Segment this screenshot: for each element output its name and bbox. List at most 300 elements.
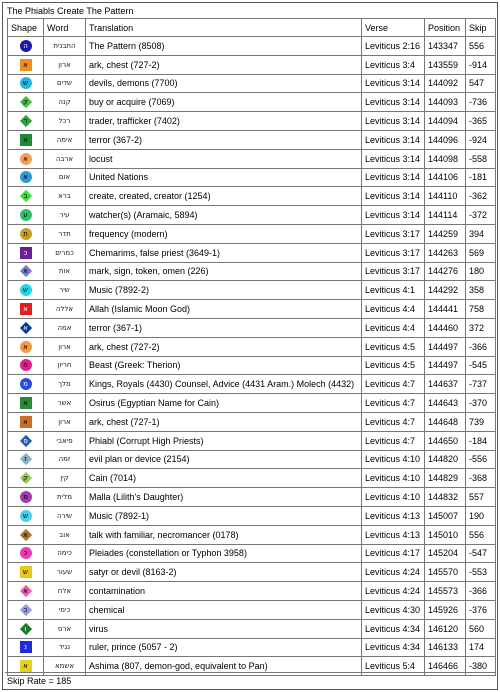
position-cell: 145926 xyxy=(425,600,466,619)
column-header-shape: Shape xyxy=(8,19,44,37)
position-cell: 144820 xyxy=(425,450,466,469)
shape-cell xyxy=(8,337,44,356)
circle-marker-icon xyxy=(20,171,32,183)
results-table xyxy=(7,18,496,676)
translation-cell: trader, trafficker (7402) xyxy=(86,112,362,131)
skip-cell: -553 xyxy=(466,563,496,582)
shape-cell xyxy=(8,300,44,319)
diamond-marker-icon xyxy=(20,96,32,108)
verse-cell: Leviticus 4:7 xyxy=(362,431,425,450)
report-title: The Phiabls Create The Pattern xyxy=(7,6,134,16)
marker-letter: ז xyxy=(24,455,27,464)
translation-cell: devils, demons (7700) xyxy=(86,74,362,93)
marker-letter: מ xyxy=(23,380,28,389)
verse-cell: Leviticus 3:4 xyxy=(362,55,425,74)
shape-cell xyxy=(8,55,44,74)
table-row xyxy=(8,356,496,375)
position-cell: 144096 xyxy=(425,130,466,149)
word-cell: אשמא xyxy=(44,657,86,676)
verse-cell: Leviticus 3:17 xyxy=(362,224,425,243)
marker-letter: ה xyxy=(23,41,28,50)
table-row xyxy=(8,243,496,262)
position-cell: 146133 xyxy=(425,638,466,657)
translation-cell: Kings, Royals (4430) Counsel, Advice (4431 Aram.) Molech (4432) xyxy=(86,375,362,394)
shape-cell xyxy=(8,469,44,488)
skip-cell: -368 xyxy=(466,469,496,488)
marker-letter: ב xyxy=(23,192,28,201)
shape-cell xyxy=(8,488,44,507)
shape-cell xyxy=(8,356,44,375)
skip-cell: -556 xyxy=(466,450,496,469)
marker-letter: ש xyxy=(23,511,28,520)
report-frame xyxy=(2,2,498,690)
marker-letter: ש xyxy=(23,286,28,295)
shape-cell xyxy=(8,243,44,262)
verse-cell: Leviticus 4:10 xyxy=(362,450,425,469)
skip-cell: 547 xyxy=(466,74,496,93)
verse-cell: Leviticus 4:4 xyxy=(362,300,425,319)
marker-letter: כ xyxy=(23,248,28,257)
shape-cell xyxy=(8,206,44,225)
skip-cell: -376 xyxy=(466,600,496,619)
circle-marker-icon xyxy=(20,547,32,559)
skip-cell: -365 xyxy=(466,112,496,131)
position-cell: 144098 xyxy=(425,149,466,168)
skip-cell: 190 xyxy=(466,506,496,525)
marker-letter: ר xyxy=(23,117,28,126)
table-row xyxy=(8,600,496,619)
word-cell: זמה xyxy=(44,450,86,469)
position-cell: 144292 xyxy=(425,281,466,300)
marker-letter: ע xyxy=(23,211,28,220)
position-cell: 144441 xyxy=(425,300,466,319)
word-cell: ארון xyxy=(44,337,86,356)
translation-cell: watcher(s) (Aramaic, 5894) xyxy=(86,206,362,225)
column-header-skip: Skip xyxy=(466,19,496,37)
marker-letter: א xyxy=(23,323,28,332)
translation-cell: Music (7892-2) xyxy=(86,281,362,300)
table-row xyxy=(8,619,496,638)
table-row xyxy=(8,488,496,507)
shape-cell xyxy=(8,450,44,469)
column-header-word: Word xyxy=(44,19,86,37)
square-marker-icon xyxy=(20,416,32,428)
word-cell: שירה xyxy=(44,506,86,525)
shape-cell xyxy=(8,394,44,413)
verse-cell: Leviticus 3:17 xyxy=(362,243,425,262)
verse-cell: Leviticus 4:24 xyxy=(362,582,425,601)
shape-cell xyxy=(8,582,44,601)
marker-letter: א xyxy=(23,417,28,426)
verse-cell: Leviticus 3:14 xyxy=(362,93,425,112)
circle-marker-icon xyxy=(20,153,32,165)
shape-cell xyxy=(8,224,44,243)
word-cell: ארון xyxy=(44,412,86,431)
table-row xyxy=(8,544,496,563)
verse-cell: Leviticus 4:10 xyxy=(362,469,425,488)
position-cell: 143347 xyxy=(425,37,466,56)
position-cell: 144106 xyxy=(425,168,466,187)
verse-cell: Leviticus 4:10 xyxy=(362,488,425,507)
diamond-marker-icon xyxy=(20,322,32,334)
word-cell: כימי xyxy=(44,600,86,619)
word-cell: שיר xyxy=(44,281,86,300)
verse-cell: Leviticus 4:7 xyxy=(362,375,425,394)
table-row xyxy=(8,582,496,601)
verse-cell: Leviticus 4:13 xyxy=(362,525,425,544)
square-marker-icon xyxy=(20,397,32,409)
word-cell: רכל xyxy=(44,112,86,131)
verse-cell: Leviticus 4:34 xyxy=(362,619,425,638)
marker-letter: כ xyxy=(23,549,28,558)
diamond-marker-icon xyxy=(20,585,32,597)
circle-marker-icon xyxy=(20,228,32,240)
position-cell: 144263 xyxy=(425,243,466,262)
word-cell: תדר xyxy=(44,224,86,243)
skip-cell: -547 xyxy=(466,544,496,563)
table-row xyxy=(8,37,496,56)
verse-cell: Leviticus 3:14 xyxy=(362,149,425,168)
word-cell: כימה xyxy=(44,544,86,563)
marker-letter: א xyxy=(23,135,28,144)
circle-marker-icon xyxy=(20,510,32,522)
word-cell: אשר xyxy=(44,394,86,413)
position-cell: 144650 xyxy=(425,431,466,450)
verse-cell: Leviticus 4:1 xyxy=(362,281,425,300)
position-cell: 144648 xyxy=(425,412,466,431)
word-cell: שעור xyxy=(44,563,86,582)
verse-cell: Leviticus 3:14 xyxy=(362,130,425,149)
circle-marker-icon xyxy=(20,341,32,353)
translation-cell: terror (367-1) xyxy=(86,318,362,337)
translation-cell: ark, chest (727-2) xyxy=(86,55,362,74)
skip-cell: 556 xyxy=(466,37,496,56)
translation-cell: locust xyxy=(86,149,362,168)
verse-cell: Leviticus 3:14 xyxy=(362,74,425,93)
table-row xyxy=(8,168,496,187)
skip-cell: 557 xyxy=(466,488,496,507)
position-cell: 145570 xyxy=(425,563,466,582)
translation-cell: Chemarims, false priest (3649-1) xyxy=(86,243,362,262)
shape-cell xyxy=(8,281,44,300)
translation-cell: Allah (Islamic Moon God) xyxy=(86,300,362,319)
position-cell: 144832 xyxy=(425,488,466,507)
diamond-marker-icon xyxy=(20,472,32,484)
table-row xyxy=(8,149,496,168)
table-row xyxy=(8,300,496,319)
position-cell: 144114 xyxy=(425,206,466,225)
skip-cell: 556 xyxy=(466,525,496,544)
position-cell: 143559 xyxy=(425,55,466,74)
word-cell: כמרים xyxy=(44,243,86,262)
verse-cell: Leviticus 5:4 xyxy=(362,657,425,676)
skip-cell: 560 xyxy=(466,619,496,638)
shape-cell xyxy=(8,93,44,112)
marker-letter: ש xyxy=(23,79,28,88)
verse-cell: Leviticus 3:14 xyxy=(362,206,425,225)
position-cell: 144829 xyxy=(425,469,466,488)
marker-letter: כ xyxy=(23,605,28,614)
translation-cell: evil plan or device (2154) xyxy=(86,450,362,469)
circle-marker-icon xyxy=(20,491,32,503)
translation-cell: buy or acquire (7069) xyxy=(86,93,362,112)
skip-cell: -924 xyxy=(466,130,496,149)
word-cell: נגיד xyxy=(44,638,86,657)
word-cell: פיאבי xyxy=(44,431,86,450)
verse-cell: Leviticus 3:14 xyxy=(362,187,425,206)
skip-cell: -184 xyxy=(466,431,496,450)
position-cell: 144259 xyxy=(425,224,466,243)
word-cell: אימה xyxy=(44,130,86,149)
translation-cell: Music (7892-1) xyxy=(86,506,362,525)
verse-cell: Leviticus 4:17 xyxy=(362,544,425,563)
diamond-marker-icon xyxy=(20,190,32,202)
skip-cell: 569 xyxy=(466,243,496,262)
table-row xyxy=(8,93,496,112)
skip-cell: -370 xyxy=(466,394,496,413)
verse-cell: Leviticus 4:4 xyxy=(362,318,425,337)
translation-cell: ark, chest (727-2) xyxy=(86,337,362,356)
table-row xyxy=(8,412,496,431)
verse-cell: Leviticus 3:17 xyxy=(362,262,425,281)
diamond-marker-icon xyxy=(20,453,32,465)
skip-cell: -366 xyxy=(466,337,496,356)
skip-cell: 180 xyxy=(466,262,496,281)
position-cell: 144643 xyxy=(425,394,466,413)
translation-cell: Beast (Greek: Therion) xyxy=(86,356,362,375)
square-marker-icon xyxy=(20,566,32,578)
translation-cell: frequency (modern) xyxy=(86,224,362,243)
translation-cell: Ashima (807, demon-god, equivalent to Pan) xyxy=(86,657,362,676)
shape-cell xyxy=(8,37,44,56)
verse-cell: Leviticus 4:7 xyxy=(362,394,425,413)
skip-cell: -558 xyxy=(466,149,496,168)
skip-cell: -362 xyxy=(466,187,496,206)
word-cell: ברא xyxy=(44,187,86,206)
marker-letter: ק xyxy=(23,474,28,483)
marker-letter: א xyxy=(23,267,28,276)
column-header-translation: Translation xyxy=(86,19,362,37)
shape-cell xyxy=(8,168,44,187)
word-cell: אות xyxy=(44,262,86,281)
position-cell: 144093 xyxy=(425,93,466,112)
shape-cell xyxy=(8,187,44,206)
table-row xyxy=(8,638,496,657)
translation-cell: Osirus (Egyptian Name for Cain) xyxy=(86,394,362,413)
word-cell: עיר xyxy=(44,206,86,225)
skip-cell: 372 xyxy=(466,318,496,337)
translation-cell: ruler, prince (5057 - 2) xyxy=(86,638,362,657)
skip-cell: -372 xyxy=(466,206,496,225)
skip-cell: -545 xyxy=(466,356,496,375)
shape-cell xyxy=(8,130,44,149)
skip-cell: -181 xyxy=(466,168,496,187)
word-cell: אלח xyxy=(44,582,86,601)
position-cell: 145204 xyxy=(425,544,466,563)
word-cell: אום xyxy=(44,168,86,187)
table-row xyxy=(8,187,496,206)
skip-cell: -914 xyxy=(466,55,496,74)
translation-cell: The Pattern (8508) xyxy=(86,37,362,56)
shape-cell xyxy=(8,638,44,657)
translation-cell: Cain (7014) xyxy=(86,469,362,488)
word-cell: מלך xyxy=(44,375,86,394)
table-row xyxy=(8,506,496,525)
circle-marker-icon xyxy=(20,40,32,52)
diamond-marker-icon xyxy=(20,623,32,635)
skip-cell: 174 xyxy=(466,638,496,657)
shape-cell xyxy=(8,375,44,394)
position-cell: 146120 xyxy=(425,619,466,638)
marker-letter: א xyxy=(23,173,28,182)
skip-cell: 358 xyxy=(466,281,496,300)
skip-cell: -736 xyxy=(466,93,496,112)
table-row xyxy=(8,375,496,394)
diamond-marker-icon xyxy=(20,115,32,127)
table-header-row xyxy=(8,19,496,37)
footer-divider xyxy=(5,672,495,673)
word-cell: חריון xyxy=(44,356,86,375)
translation-cell: United Nations xyxy=(86,168,362,187)
verse-cell: Leviticus 4:24 xyxy=(362,563,425,582)
marker-letter: א xyxy=(23,342,28,351)
verse-cell: Leviticus 4:30 xyxy=(362,600,425,619)
marker-letter: א xyxy=(23,587,28,595)
square-marker-icon xyxy=(20,660,32,672)
verse-cell: Leviticus 4:7 xyxy=(362,412,425,431)
word-cell: קנה xyxy=(44,93,86,112)
word-cell: מלית xyxy=(44,488,86,507)
translation-cell: Malla (Lilith's Daughter) xyxy=(86,488,362,507)
shape-cell xyxy=(8,544,44,563)
shape-cell xyxy=(8,619,44,638)
position-cell: 144094 xyxy=(425,112,466,131)
table-row xyxy=(8,55,496,74)
skip-rate-label: Skip Rate = 185 xyxy=(7,676,72,686)
marker-letter: א xyxy=(23,662,28,671)
circle-marker-icon xyxy=(20,284,32,296)
circle-marker-icon xyxy=(20,359,32,371)
table-row xyxy=(8,130,496,149)
verse-cell: Leviticus 3:14 xyxy=(362,112,425,131)
position-cell: 145007 xyxy=(425,506,466,525)
word-cell: אמה xyxy=(44,318,86,337)
skip-cell: -380 xyxy=(466,657,496,676)
translation-cell: virus xyxy=(86,619,362,638)
word-cell: שדים xyxy=(44,74,86,93)
table-row xyxy=(8,206,496,225)
table-row xyxy=(8,281,496,300)
word-cell: קין xyxy=(44,469,86,488)
shape-cell xyxy=(8,318,44,337)
shape-cell xyxy=(8,412,44,431)
square-marker-icon xyxy=(20,641,32,653)
table-row xyxy=(8,262,496,281)
marker-letter: א xyxy=(23,305,28,314)
diamond-marker-icon xyxy=(20,604,32,616)
position-cell: 146466 xyxy=(425,657,466,676)
table-row xyxy=(8,112,496,131)
position-cell: 144497 xyxy=(425,356,466,375)
position-cell: 144497 xyxy=(425,337,466,356)
table-row xyxy=(8,469,496,488)
position-cell: 144092 xyxy=(425,74,466,93)
square-marker-icon xyxy=(20,59,32,71)
verse-cell: Leviticus 2:16 xyxy=(362,37,425,56)
marker-letter: נ xyxy=(24,643,27,652)
skip-cell: -737 xyxy=(466,375,496,394)
table-row xyxy=(8,224,496,243)
shape-cell xyxy=(8,149,44,168)
word-cell: אללה xyxy=(44,300,86,319)
position-cell: 145010 xyxy=(425,525,466,544)
verse-cell: Leviticus 4:5 xyxy=(362,337,425,356)
shape-cell xyxy=(8,431,44,450)
position-cell: 144637 xyxy=(425,375,466,394)
marker-letter: א xyxy=(23,530,28,539)
skip-cell: 394 xyxy=(466,224,496,243)
verse-cell: Leviticus 3:14 xyxy=(362,168,425,187)
diamond-marker-icon xyxy=(20,435,32,447)
shape-cell xyxy=(8,525,44,544)
table-row xyxy=(8,337,496,356)
word-cell: אוב xyxy=(44,525,86,544)
square-marker-icon xyxy=(20,247,32,259)
word-cell: ארבה xyxy=(44,149,86,168)
marker-letter: מ xyxy=(23,493,28,502)
position-cell: 144460 xyxy=(425,318,466,337)
position-cell: 144110 xyxy=(425,187,466,206)
skip-cell: 758 xyxy=(466,300,496,319)
word-cell: ארון xyxy=(44,55,86,74)
marker-letter: פ xyxy=(23,436,28,445)
circle-marker-icon xyxy=(20,209,32,221)
skip-cell: 739 xyxy=(466,412,496,431)
translation-cell: Pleiades (constellation or Typhon 3958) xyxy=(86,544,362,563)
table-row xyxy=(8,563,496,582)
column-header-verse: Verse xyxy=(362,19,425,37)
word-cell: התבנית xyxy=(44,37,86,56)
shape-cell xyxy=(8,74,44,93)
shape-cell xyxy=(8,600,44,619)
translation-cell: satyr or devil (8163-2) xyxy=(86,563,362,582)
marker-letter: ת xyxy=(23,229,28,238)
table-row xyxy=(8,525,496,544)
table-row xyxy=(8,431,496,450)
shape-cell xyxy=(8,563,44,582)
skip-cell: -366 xyxy=(466,582,496,601)
column-header-position: Position xyxy=(425,19,466,37)
translation-cell: terror (367-2) xyxy=(86,130,362,149)
marker-letter: א xyxy=(23,154,28,163)
translation-cell: Phiabl (Corrupt High Priests) xyxy=(86,431,362,450)
marker-letter: ש xyxy=(23,568,28,577)
table-row xyxy=(8,74,496,93)
translation-cell: ark, chest (727-1) xyxy=(86,412,362,431)
diamond-marker-icon xyxy=(20,265,32,277)
verse-cell: Leviticus 4:13 xyxy=(362,506,425,525)
translation-cell: mark, sign, token, omen (226) xyxy=(86,262,362,281)
translation-cell: talk with familiar, necromancer (0178) xyxy=(86,525,362,544)
square-marker-icon xyxy=(20,303,32,315)
circle-marker-icon xyxy=(20,378,32,390)
marker-letter: ח xyxy=(23,361,28,370)
marker-letter: א xyxy=(23,399,28,408)
translation-cell: contamination xyxy=(86,582,362,601)
translation-cell: create, created, creator (1254) xyxy=(86,187,362,206)
shape-cell xyxy=(8,506,44,525)
word-cell: ארס xyxy=(44,619,86,638)
